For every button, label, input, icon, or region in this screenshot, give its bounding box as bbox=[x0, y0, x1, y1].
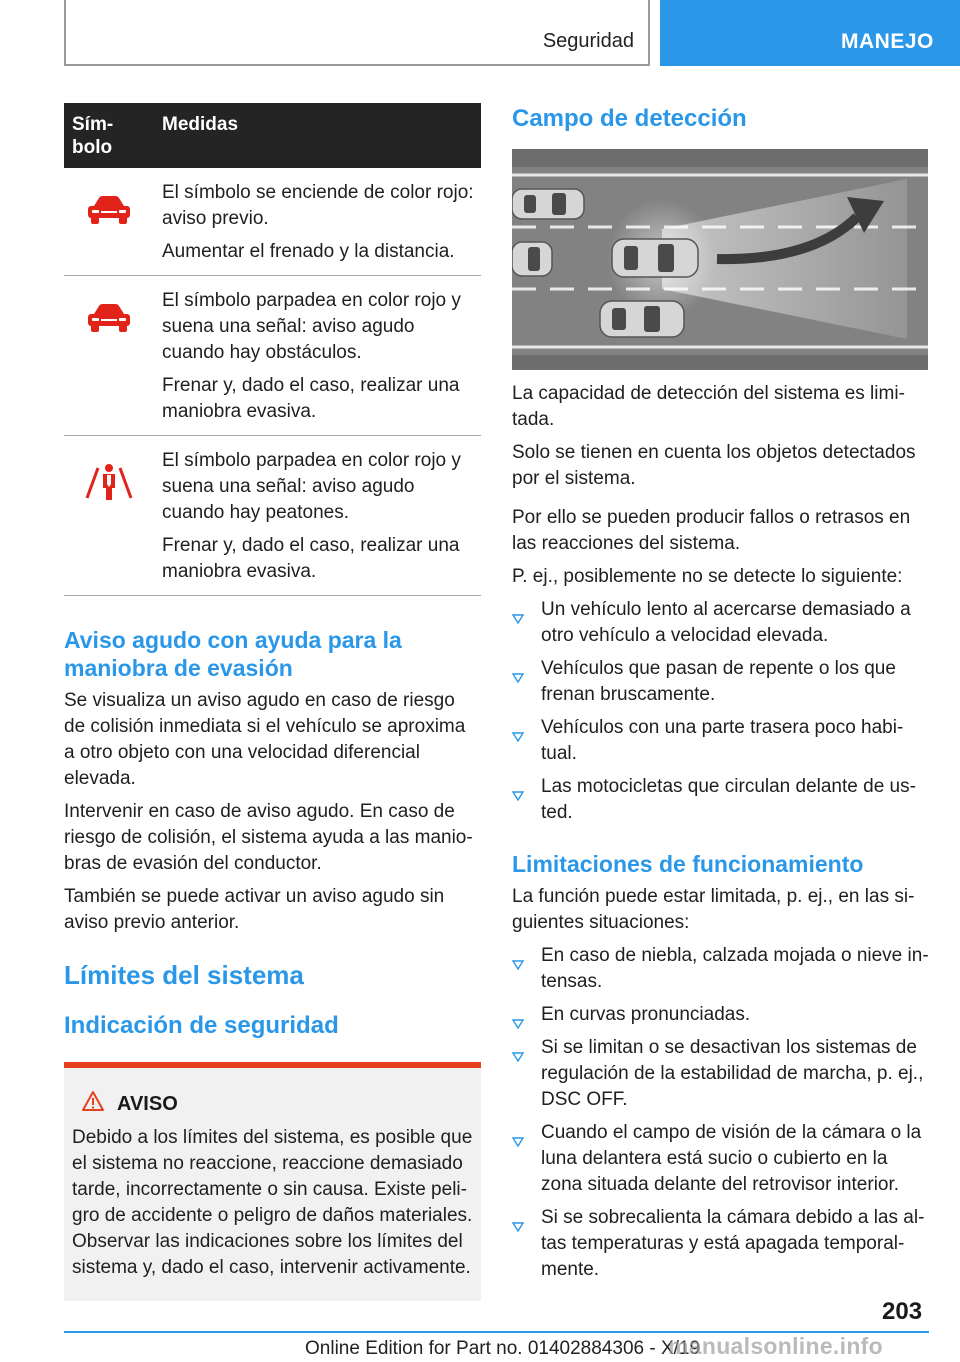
table-row bbox=[64, 168, 481, 276]
list-item: En curvas pronunciadas. bbox=[512, 1002, 930, 1028]
detection-field-illustration bbox=[512, 149, 928, 370]
header-section-label: Seguridad bbox=[542, 30, 634, 52]
watermark-logo: manualsonline.info bbox=[668, 1333, 883, 1359]
list-item: Un vehículo lento al acercarse demasiado a otro vehículo a velocidad elevada. bbox=[512, 597, 930, 649]
bullet-triangle-icon bbox=[512, 724, 524, 750]
measure-text: El símbolo parpadea en color rojo y suena una señal: aviso agudo cuando hay peatones. bbox=[162, 450, 461, 523]
table-row bbox=[64, 436, 481, 596]
list-item: Si se limitan o se desactivan los sistemas de regulación de la estabilidad de marcha, p. ej., DSC OFF. bbox=[512, 1035, 930, 1113]
evasion-paragraph: Intervenir en caso de aviso agudo. En caso de riesgo de colisión, el sistema ayuda a las maniobras de evasión del conductor. bbox=[64, 801, 473, 874]
header-chapter-tab bbox=[660, 0, 960, 66]
bullet-triangle-icon bbox=[512, 1044, 524, 1070]
list-item: Las motocicletas que circulan delante de usted. bbox=[512, 774, 930, 826]
warning-triangle-icon bbox=[81, 1090, 105, 1118]
measure-text: Frenar y, dado el caso, realizar una maniobra evasiva. bbox=[162, 375, 460, 422]
footer-edition: Online Edition for Part no. 01402884306 - X/19 bbox=[305, 1338, 701, 1359]
table-header-row bbox=[64, 103, 481, 168]
detection-paragraph: P. ej., posiblemente no se detecte lo siguiente: bbox=[512, 566, 903, 587]
bullet-triangle-icon bbox=[512, 1129, 524, 1155]
warning-title: AVISO bbox=[117, 1092, 178, 1115]
bullet-triangle-icon bbox=[512, 783, 524, 809]
detection-list bbox=[512, 597, 930, 826]
car-warning-icon bbox=[86, 194, 132, 231]
car-warning-icon bbox=[86, 302, 132, 339]
detection-paragraph: Por ello se pueden producir fallos o retrasos en las reacciones del sistema. bbox=[512, 507, 911, 554]
left-column bbox=[64, 103, 481, 1301]
limits-heading: Límites del sistema bbox=[64, 960, 304, 990]
list-item: Cuando el campo de visión de la cámara o la luna delantera está sucio o cubierto en la zona situada delante del retrovisor interior. bbox=[512, 1120, 930, 1198]
function-heading: Limitaciones de funcionamiento bbox=[512, 851, 864, 877]
measure-text: El símbolo parpadea en color rojo y suena una señal: aviso agudo cuando hay obstáculos. bbox=[162, 290, 461, 363]
detection-paragraph: La capacidad de detección del sistema es limitada. bbox=[512, 383, 905, 430]
col-symbol-header: Sím- bolo bbox=[64, 103, 154, 168]
pedestrian-warning-icon bbox=[85, 462, 133, 507]
table-row bbox=[64, 276, 481, 436]
list-item: Si se sobrecalienta la cámara debido a las altas temperaturas y está apagada temporalmente. bbox=[512, 1205, 930, 1283]
bullet-triangle-icon bbox=[512, 606, 524, 632]
measure-text: El símbolo se enciende de color rojo: aviso previo. bbox=[162, 182, 474, 229]
header-section-box bbox=[64, 0, 650, 66]
bullet-triangle-icon bbox=[512, 1214, 524, 1240]
function-paragraph: La función puede estar limitada, p. ej., en las siguientes situaciones: bbox=[512, 886, 915, 933]
col-measures-header: Medidas bbox=[154, 103, 481, 168]
measure-text: Frenar y, dado el caso, realizar una maniobra evasiva. bbox=[162, 535, 460, 582]
warning-box bbox=[64, 1062, 481, 1301]
safety-heading: Indicación de seguridad bbox=[64, 1012, 339, 1039]
list-item: Vehículos con una parte trasera poco habitual. bbox=[512, 715, 930, 767]
warning-text: Debido a los límites del sistema, es posible que el sistema no reaccione, reaccione demasiado tarde, incorrectamente o sin causa. Existe peligro de accidente o peligro de daños materiales. Observar las indicaciones sobre los límites del sistema y, dado el caso, intervenir activamente. bbox=[72, 1127, 473, 1278]
detection-paragraph: Solo se tienen en cuenta los objetos detectados por el sistema. bbox=[512, 442, 916, 489]
list-item: En caso de niebla, calzada mojada o nieve intensas. bbox=[512, 943, 930, 995]
bullet-triangle-icon bbox=[512, 952, 524, 978]
header-chapter-label: MANEJO bbox=[841, 30, 934, 53]
measure-text: Aumentar el frenado y la distancia. bbox=[162, 241, 455, 262]
evasion-heading: Aviso agudo con ayuda para la maniobra de evasión bbox=[64, 627, 402, 681]
detection-heading: Campo de detección bbox=[512, 105, 747, 132]
bullet-triangle-icon bbox=[512, 665, 524, 691]
symbol-table bbox=[64, 103, 481, 596]
right-column bbox=[512, 103, 930, 1283]
evasion-paragraph: Se visualiza un aviso agudo en caso de riesgo de colisión inmediata si el vehículo se aproxima a otro objeto con una velocidad diferencial elevada. bbox=[64, 690, 466, 789]
list-item: Vehículos que pasan de repente o los que frenan bruscamente. bbox=[512, 656, 930, 708]
bullet-triangle-icon bbox=[512, 1011, 524, 1037]
evasion-paragraph: También se puede activar un aviso agudo sin aviso previo anterior. bbox=[64, 886, 445, 933]
page-number: 203 bbox=[882, 1298, 923, 1325]
function-list bbox=[512, 943, 930, 1283]
